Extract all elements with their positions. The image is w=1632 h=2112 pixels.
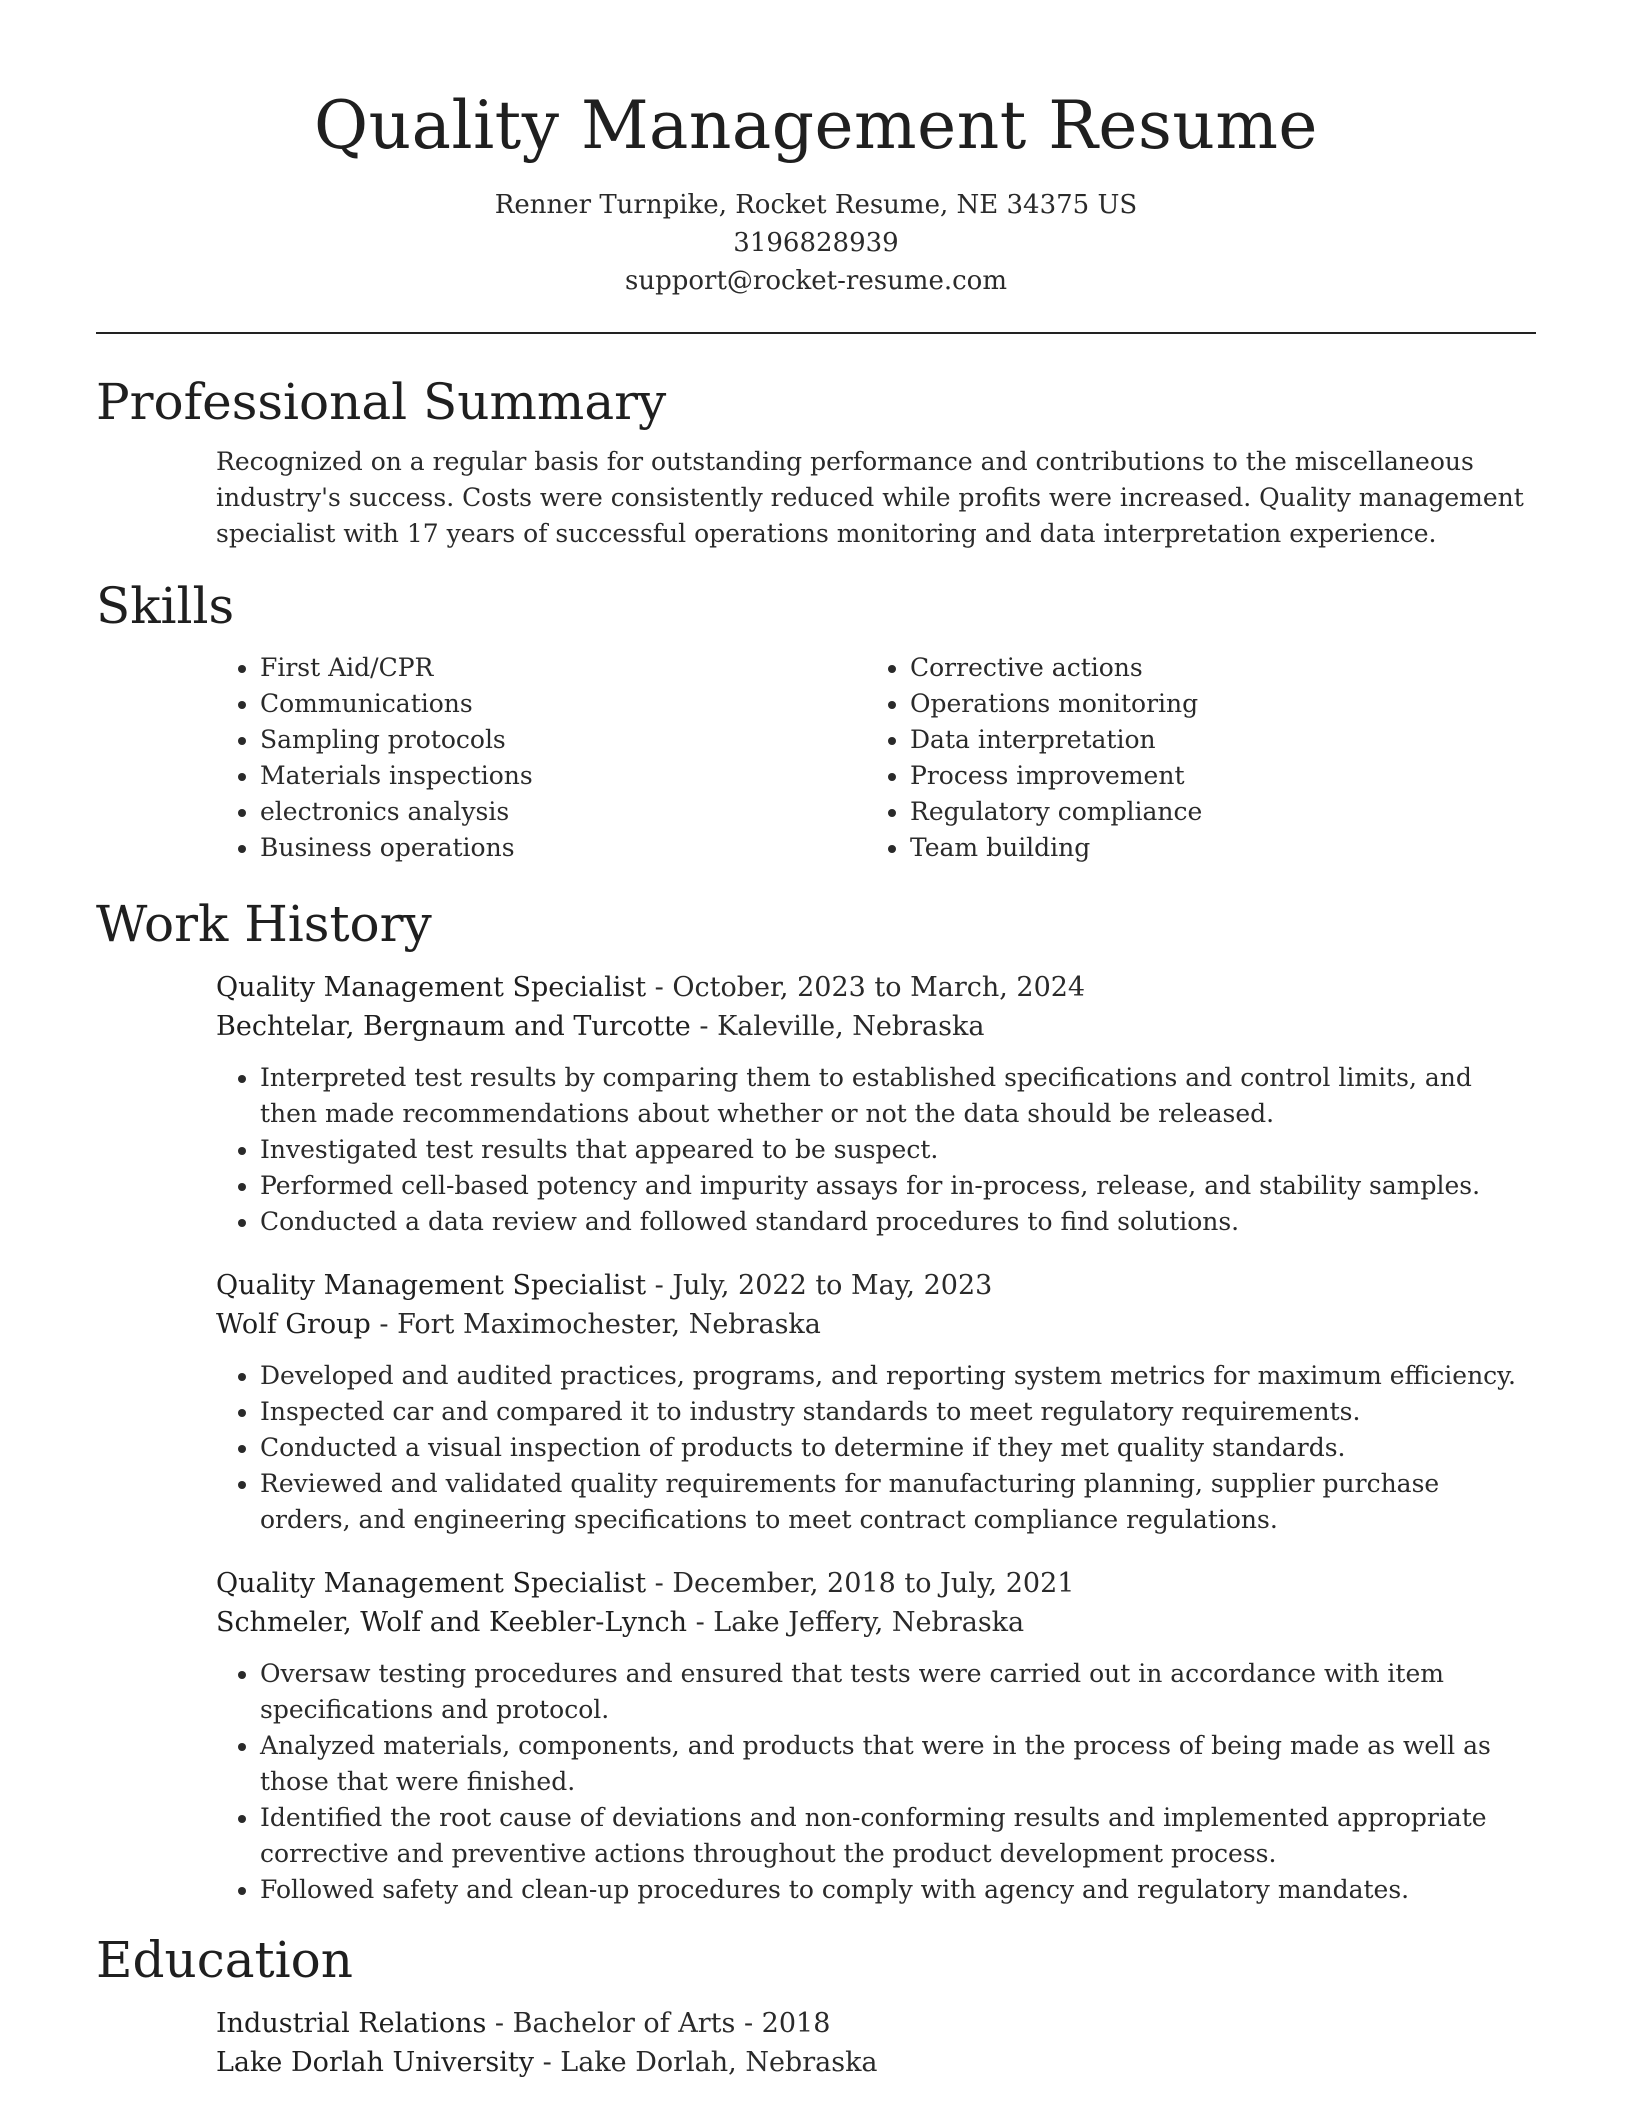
skill-item: • Team building (910, 830, 1516, 866)
contact-phone: 3196828939 (733, 228, 899, 258)
section-title-education: Education (96, 1931, 353, 1989)
job-company-line (216, 1007, 1536, 1046)
skill-item: • Data interpretation (910, 722, 1516, 758)
job-title-line (216, 968, 1536, 1007)
section-title-summary: Professional Summary (96, 373, 667, 431)
education-school-line (216, 2043, 1536, 2082)
skill-item: • Corrective actions (910, 650, 1516, 686)
job-location: Fort Maximochester, Nebraska (397, 1309, 821, 1340)
education-field: Industrial Relations (216, 2008, 487, 2039)
job-company: Wolf Group (216, 1309, 371, 1340)
separator: - (735, 2008, 762, 2039)
job-company-line (216, 1603, 1536, 1642)
skill-item: • electronics analysis (260, 794, 866, 830)
job-title: Quality Management Specialist (216, 972, 647, 1003)
education-degree: Bachelor of Arts (512, 2008, 736, 2039)
skill-item: • Communications (260, 686, 866, 722)
job-bullets (216, 1656, 1536, 1908)
separator: - (486, 2008, 513, 2039)
skills-column-2 (866, 650, 1516, 866)
job-bullet: • Investigated test results that appeared to be suspect. (260, 1132, 1536, 1168)
job-bullet: • Conducted a visual inspection of products to determine if they met quality standards. (260, 1430, 1536, 1466)
skill-item: • Sampling protocols (260, 722, 866, 758)
skills-list (216, 650, 1536, 866)
education-degree-line (216, 2004, 1536, 2043)
resume-page (96, 0, 1536, 2082)
separator: - (646, 1270, 673, 1301)
separator: - (646, 1568, 673, 1599)
separator: - (533, 2047, 561, 2078)
skill-item: • Business operations (260, 830, 866, 866)
separator: - (370, 1309, 398, 1340)
job-entry (216, 1266, 1536, 1538)
job-bullet: • Performed cell-based potency and impurity assays for in-process, release, and stability samples. (260, 1168, 1536, 1204)
separator: - (646, 972, 673, 1003)
job-dates: December, 2018 to July, 2021 (672, 1568, 1075, 1599)
job-dates: July, 2022 to May, 2023 (672, 1270, 993, 1301)
section-title-work-history: Work History (96, 895, 432, 953)
education-school: Lake Dorlah University (216, 2047, 534, 2078)
job-title: Quality Management Specialist (216, 1568, 647, 1599)
job-bullet: • Developed and audited practices, programs, and reporting system metrics for maximum efficiency. (260, 1358, 1536, 1394)
skills-column-1 (216, 650, 866, 866)
job-company: Schmeler, Wolf and Keebler-Lynch (216, 1607, 687, 1638)
contact-address: Renner Turnpike, Rocket Resume, NE 34375 US (494, 190, 1138, 220)
skill-item: • Process improvement (910, 758, 1516, 794)
separator: - (690, 1011, 718, 1042)
job-entry (216, 1564, 1536, 1908)
skill-item: • Regulatory compliance (910, 794, 1516, 830)
job-bullet: • Inspected car and compared it to industry standards to meet regulatory requirements. (260, 1394, 1536, 1430)
job-bullet: • Conducted a data review and followed standard procedures to find solutions. (260, 1204, 1536, 1240)
section-title-skills: Skills (96, 577, 235, 635)
job-bullets (216, 1060, 1536, 1240)
job-dates: October, 2023 to March, 2024 (672, 972, 1086, 1003)
job-company-line (216, 1305, 1536, 1344)
job-location: Lake Jeffery, Nebraska (713, 1607, 1025, 1638)
job-title: Quality Management Specialist (216, 1270, 647, 1301)
job-bullet: • Followed safety and clean-up procedures to comply with agency and regulatory mandates. (260, 1872, 1536, 1908)
contact-block (96, 186, 1536, 300)
education-entry (216, 2004, 1536, 2082)
summary-text: Recognized on a regular basis for outstanding performance and contributions to the miscellaneous industry's success. Costs were consistently reduced while profits were increased. Quality management specialist with 17 years of successful operations monitoring and data interpretation experience. (216, 447, 1524, 548)
job-company: Bechtelar, Bergnaum and Turcotte (216, 1011, 691, 1042)
job-bullet: • Analyzed materials, components, and products that were in the process of being made as well as those that were finished. (260, 1728, 1536, 1800)
job-title-line (216, 1266, 1536, 1305)
job-title-line (216, 1564, 1536, 1603)
separator: - (686, 1607, 714, 1638)
job-bullet: • Interpreted test results by comparing them to established specifications and control limits, and then made recommendations about whether or not the data should be released. (260, 1060, 1536, 1132)
skill-item: • Materials inspections (260, 758, 866, 794)
job-location: Kaleville, Nebraska (717, 1011, 985, 1042)
skill-item: • First Aid/CPR (260, 650, 866, 686)
job-bullet: • Identified the root cause of deviations and non-conforming results and implemented appropriate corrective and preventive actions throughout the product development process. (260, 1800, 1536, 1872)
header-divider (96, 332, 1536, 334)
skill-item: • Operations monitoring (910, 686, 1516, 722)
job-bullet: • Oversaw testing procedures and ensured that tests were carried out in accordance with item specifications and protocol. (260, 1656, 1536, 1728)
job-bullets (216, 1358, 1536, 1538)
education-year: 2018 (761, 2008, 831, 2039)
job-entry (216, 968, 1536, 1240)
job-bullet: • Reviewed and validated quality requirements for manufacturing planning, supplier purchase orders, and engineering specifications to meet contract compliance regulations. (260, 1466, 1536, 1538)
contact-email: support@rocket-resume.com (624, 266, 1007, 296)
education-location: Lake Dorlah, Nebraska (560, 2047, 878, 2078)
resume-title: Quality Management Resume (314, 87, 1318, 164)
